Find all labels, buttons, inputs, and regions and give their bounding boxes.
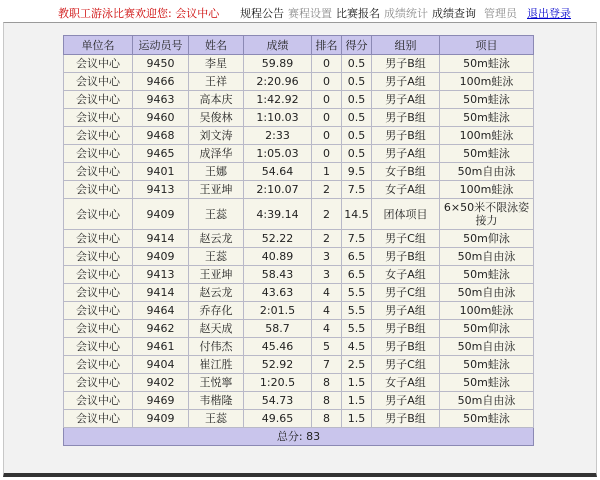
- cell-points: 4.5: [342, 338, 372, 356]
- cell-athlete-no: 9404: [133, 356, 189, 374]
- cell-event: 100m蛙泳: [440, 302, 534, 320]
- cell-name: 崔江胜: [189, 356, 244, 374]
- table-row: [64, 109, 534, 127]
- cell-event: 50m仰泳: [440, 320, 534, 338]
- column-header-rank: 排名: [312, 36, 342, 55]
- cell-points: 5.5: [342, 284, 372, 302]
- cell-unit: 会议中心: [64, 410, 133, 428]
- cell-athlete-no: 9413: [133, 181, 189, 199]
- nav-rules-notice[interactable]: 规程公告: [240, 7, 284, 20]
- cell-event: 50m仰泳: [440, 230, 534, 248]
- cell-name: 王悦寧: [189, 374, 244, 392]
- cell-athlete-no: 9466: [133, 73, 189, 91]
- cell-event: 100m蛙泳: [440, 181, 534, 199]
- cell-name: 王蕊: [189, 410, 244, 428]
- table-row: [64, 73, 534, 91]
- cell-points: 1.5: [342, 374, 372, 392]
- results-table-container: [63, 35, 533, 446]
- cell-name: 高本庆: [189, 91, 244, 109]
- cell-event: 50m自由泳: [440, 392, 534, 410]
- cell-points: 7.5: [342, 230, 372, 248]
- cell-unit: 会议中心: [64, 392, 133, 410]
- cell-athlete-no: 9450: [133, 55, 189, 73]
- table-row: [64, 55, 534, 73]
- table-row: [64, 410, 534, 428]
- nav-registration[interactable]: 比赛报名: [336, 7, 380, 20]
- cell-unit: 会议中心: [64, 266, 133, 284]
- cell-athlete-no: 9460: [133, 109, 189, 127]
- cell-group: 男子B组: [372, 109, 440, 127]
- cell-event: 50m自由泳: [440, 338, 534, 356]
- cell-group: 男子A组: [372, 145, 440, 163]
- cell-result: 49.65: [244, 410, 312, 428]
- cell-result: 54.64: [244, 163, 312, 181]
- nav-score-query[interactable]: 成绩查询: [432, 7, 476, 20]
- cell-athlete-no: 9409: [133, 410, 189, 428]
- cell-group: 女子A组: [372, 181, 440, 199]
- table-row: [64, 284, 534, 302]
- cell-athlete-no: 9464: [133, 302, 189, 320]
- cell-rank: 4: [312, 284, 342, 302]
- welcome-text: 教职工游泳比赛欢迎您: 会议中心: [58, 7, 220, 20]
- table-row: [64, 163, 534, 181]
- table-row: [64, 181, 534, 199]
- cell-rank: 8: [312, 410, 342, 428]
- table-row: [64, 392, 534, 410]
- cell-result: 58.43: [244, 266, 312, 284]
- table-row: [64, 248, 534, 266]
- column-header-event: 项目: [440, 36, 534, 55]
- cell-athlete-no: 9409: [133, 199, 189, 230]
- cell-unit: 会议中心: [64, 181, 133, 199]
- cell-group: 男子A组: [372, 73, 440, 91]
- column-header-name: 姓名: [189, 36, 244, 55]
- nav-schedule-settings[interactable]: 赛程设置: [288, 7, 332, 20]
- cell-result: 59.89: [244, 55, 312, 73]
- cell-event: 100m蛙泳: [440, 127, 534, 145]
- table-body: [64, 55, 534, 428]
- cell-event: 50m蛙泳: [440, 55, 534, 73]
- cell-event: 50m蛙泳: [440, 356, 534, 374]
- cell-points: 2.5: [342, 356, 372, 374]
- cell-event: 50m自由泳: [440, 163, 534, 181]
- cell-result: 1:05.03: [244, 145, 312, 163]
- table-row: [64, 266, 534, 284]
- cell-points: 1.5: [342, 392, 372, 410]
- cell-rank: 0: [312, 145, 342, 163]
- cell-athlete-no: 9468: [133, 127, 189, 145]
- cell-name: 赵天成: [189, 320, 244, 338]
- cell-name: 吴俊林: [189, 109, 244, 127]
- cell-rank: 7: [312, 356, 342, 374]
- table-row: [64, 145, 534, 163]
- cell-group: 女子A组: [372, 266, 440, 284]
- cell-points: 0.5: [342, 127, 372, 145]
- cell-points: 14.5: [342, 199, 372, 230]
- table-row: [64, 374, 534, 392]
- cell-event: 50m自由泳: [440, 284, 534, 302]
- table-row: [64, 338, 534, 356]
- cell-group: 男子B组: [372, 320, 440, 338]
- cell-result: 2:33: [244, 127, 312, 145]
- cell-athlete-no: 9401: [133, 163, 189, 181]
- cell-name: 成泽华: [189, 145, 244, 163]
- cell-unit: 会议中心: [64, 109, 133, 127]
- cell-unit: 会议中心: [64, 73, 133, 91]
- cell-result: 1:10.03: [244, 109, 312, 127]
- cell-result: 2:01.5: [244, 302, 312, 320]
- cell-event: 6×50米不限泳姿接力: [440, 199, 534, 230]
- cell-result: 1:42.92: [244, 91, 312, 109]
- cell-unit: 会议中心: [64, 374, 133, 392]
- cell-group: 男子A组: [372, 91, 440, 109]
- cell-unit: 会议中心: [64, 163, 133, 181]
- cell-event: 100m蛙泳: [440, 73, 534, 91]
- cell-group: 男子C组: [372, 230, 440, 248]
- cell-name: 王蕊: [189, 248, 244, 266]
- cell-name: 赵云龙: [189, 284, 244, 302]
- cell-athlete-no: 9414: [133, 284, 189, 302]
- cell-result: 52.22: [244, 230, 312, 248]
- cell-event: 50m蛙泳: [440, 109, 534, 127]
- cell-name: 王亚坤: [189, 181, 244, 199]
- cell-name: 乔存化: [189, 302, 244, 320]
- cell-unit: 会议中心: [64, 55, 133, 73]
- cell-group: 男子A组: [372, 392, 440, 410]
- cell-event: 50m蛙泳: [440, 374, 534, 392]
- nav-logout[interactable]: 退出登录: [527, 7, 571, 20]
- column-header-athlete-no: 运动员号: [133, 36, 189, 55]
- cell-unit: 会议中心: [64, 248, 133, 266]
- column-header-points: 得分: [342, 36, 372, 55]
- cell-name: 王祥: [189, 73, 244, 91]
- cell-group: 男子B组: [372, 338, 440, 356]
- cell-name: 李星: [189, 55, 244, 73]
- cell-athlete-no: 9463: [133, 91, 189, 109]
- nav-score-stats[interactable]: 成绩统计: [384, 7, 428, 20]
- cell-points: 9.5: [342, 163, 372, 181]
- cell-unit: 会议中心: [64, 320, 133, 338]
- cell-event: 50m蛙泳: [440, 91, 534, 109]
- cell-result: 52.92: [244, 356, 312, 374]
- cell-rank: 2: [312, 199, 342, 230]
- cell-rank: 4: [312, 302, 342, 320]
- total-score: 总分: 83: [64, 428, 534, 446]
- results-table: [63, 35, 534, 446]
- cell-points: 5.5: [342, 302, 372, 320]
- cell-event: 50m自由泳: [440, 248, 534, 266]
- cell-group: 女子B组: [372, 163, 440, 181]
- cell-result: 54.73: [244, 392, 312, 410]
- cell-name: 王亚坤: [189, 266, 244, 284]
- cell-rank: 1: [312, 163, 342, 181]
- cell-name: 王蕊: [189, 199, 244, 230]
- cell-group: 男子C组: [372, 356, 440, 374]
- cell-name: 韦楷隆: [189, 392, 244, 410]
- cell-rank: 8: [312, 392, 342, 410]
- cell-points: 1.5: [342, 410, 372, 428]
- total-row: [64, 428, 534, 446]
- table-row: [64, 302, 534, 320]
- cell-result: 40.89: [244, 248, 312, 266]
- cell-points: 0.5: [342, 55, 372, 73]
- top-bar: [0, 0, 600, 22]
- cell-unit: 会议中心: [64, 127, 133, 145]
- table-row: [64, 230, 534, 248]
- cell-rank: 0: [312, 91, 342, 109]
- cell-rank: 2: [312, 230, 342, 248]
- cell-group: 女子A组: [372, 374, 440, 392]
- cell-athlete-no: 9413: [133, 266, 189, 284]
- cell-points: 5.5: [342, 320, 372, 338]
- column-header-result: 成绩: [244, 36, 312, 55]
- cell-name: 刘文涛: [189, 127, 244, 145]
- cell-athlete-no: 9461: [133, 338, 189, 356]
- cell-rank: 0: [312, 73, 342, 91]
- cell-result: 4:39.14: [244, 199, 312, 230]
- cell-name: 王娜: [189, 163, 244, 181]
- cell-event: 50m蛙泳: [440, 266, 534, 284]
- cell-result: 58.7: [244, 320, 312, 338]
- cell-result: 2:10.07: [244, 181, 312, 199]
- cell-athlete-no: 9409: [133, 248, 189, 266]
- cell-rank: 3: [312, 248, 342, 266]
- table-row: [64, 199, 534, 230]
- cell-unit: 会议中心: [64, 145, 133, 163]
- cell-unit: 会议中心: [64, 91, 133, 109]
- cell-athlete-no: 9462: [133, 320, 189, 338]
- cell-points: 6.5: [342, 248, 372, 266]
- cell-event: 50m蛙泳: [440, 145, 534, 163]
- cell-points: 7.5: [342, 181, 372, 199]
- cell-result: 43.63: [244, 284, 312, 302]
- cell-group: 男子B组: [372, 248, 440, 266]
- cell-unit: 会议中心: [64, 230, 133, 248]
- cell-rank: 5: [312, 338, 342, 356]
- cell-name: 赵云龙: [189, 230, 244, 248]
- cell-rank: 4: [312, 320, 342, 338]
- cell-result: 45.46: [244, 338, 312, 356]
- cell-athlete-no: 9465: [133, 145, 189, 163]
- cell-unit: 会议中心: [64, 302, 133, 320]
- cell-unit: 会议中心: [64, 199, 133, 230]
- cell-result: 1:20.5: [244, 374, 312, 392]
- cell-rank: 0: [312, 127, 342, 145]
- cell-points: 0.5: [342, 73, 372, 91]
- table-row: [64, 91, 534, 109]
- cell-points: 0.5: [342, 145, 372, 163]
- cell-rank: 0: [312, 109, 342, 127]
- cell-athlete-no: 9414: [133, 230, 189, 248]
- table-header-row: [64, 36, 534, 55]
- cell-unit: 会议中心: [64, 356, 133, 374]
- cell-name: 付伟杰: [189, 338, 244, 356]
- cell-group: 团体项目: [372, 199, 440, 230]
- cell-unit: 会议中心: [64, 338, 133, 356]
- cell-unit: 会议中心: [64, 284, 133, 302]
- nav-admin[interactable]: 管理员: [484, 7, 517, 20]
- cell-rank: 0: [312, 55, 342, 73]
- cell-athlete-no: 9469: [133, 392, 189, 410]
- cell-group: 男子C组: [372, 284, 440, 302]
- cell-athlete-no: 9402: [133, 374, 189, 392]
- cell-event: 50m蛙泳: [440, 410, 534, 428]
- cell-points: 6.5: [342, 266, 372, 284]
- cell-group: 男子B组: [372, 410, 440, 428]
- cell-points: 0.5: [342, 109, 372, 127]
- table-row: [64, 356, 534, 374]
- cell-rank: 2: [312, 181, 342, 199]
- cell-group: 男子A组: [372, 302, 440, 320]
- table-row: [64, 320, 534, 338]
- cell-rank: 3: [312, 266, 342, 284]
- table-row: [64, 127, 534, 145]
- cell-group: 男子B组: [372, 55, 440, 73]
- cell-rank: 8: [312, 374, 342, 392]
- cell-points: 0.5: [342, 91, 372, 109]
- column-header-group: 组别: [372, 36, 440, 55]
- cell-group: 男子B组: [372, 127, 440, 145]
- column-header-unit: 单位名: [64, 36, 133, 55]
- cell-result: 2:20.96: [244, 73, 312, 91]
